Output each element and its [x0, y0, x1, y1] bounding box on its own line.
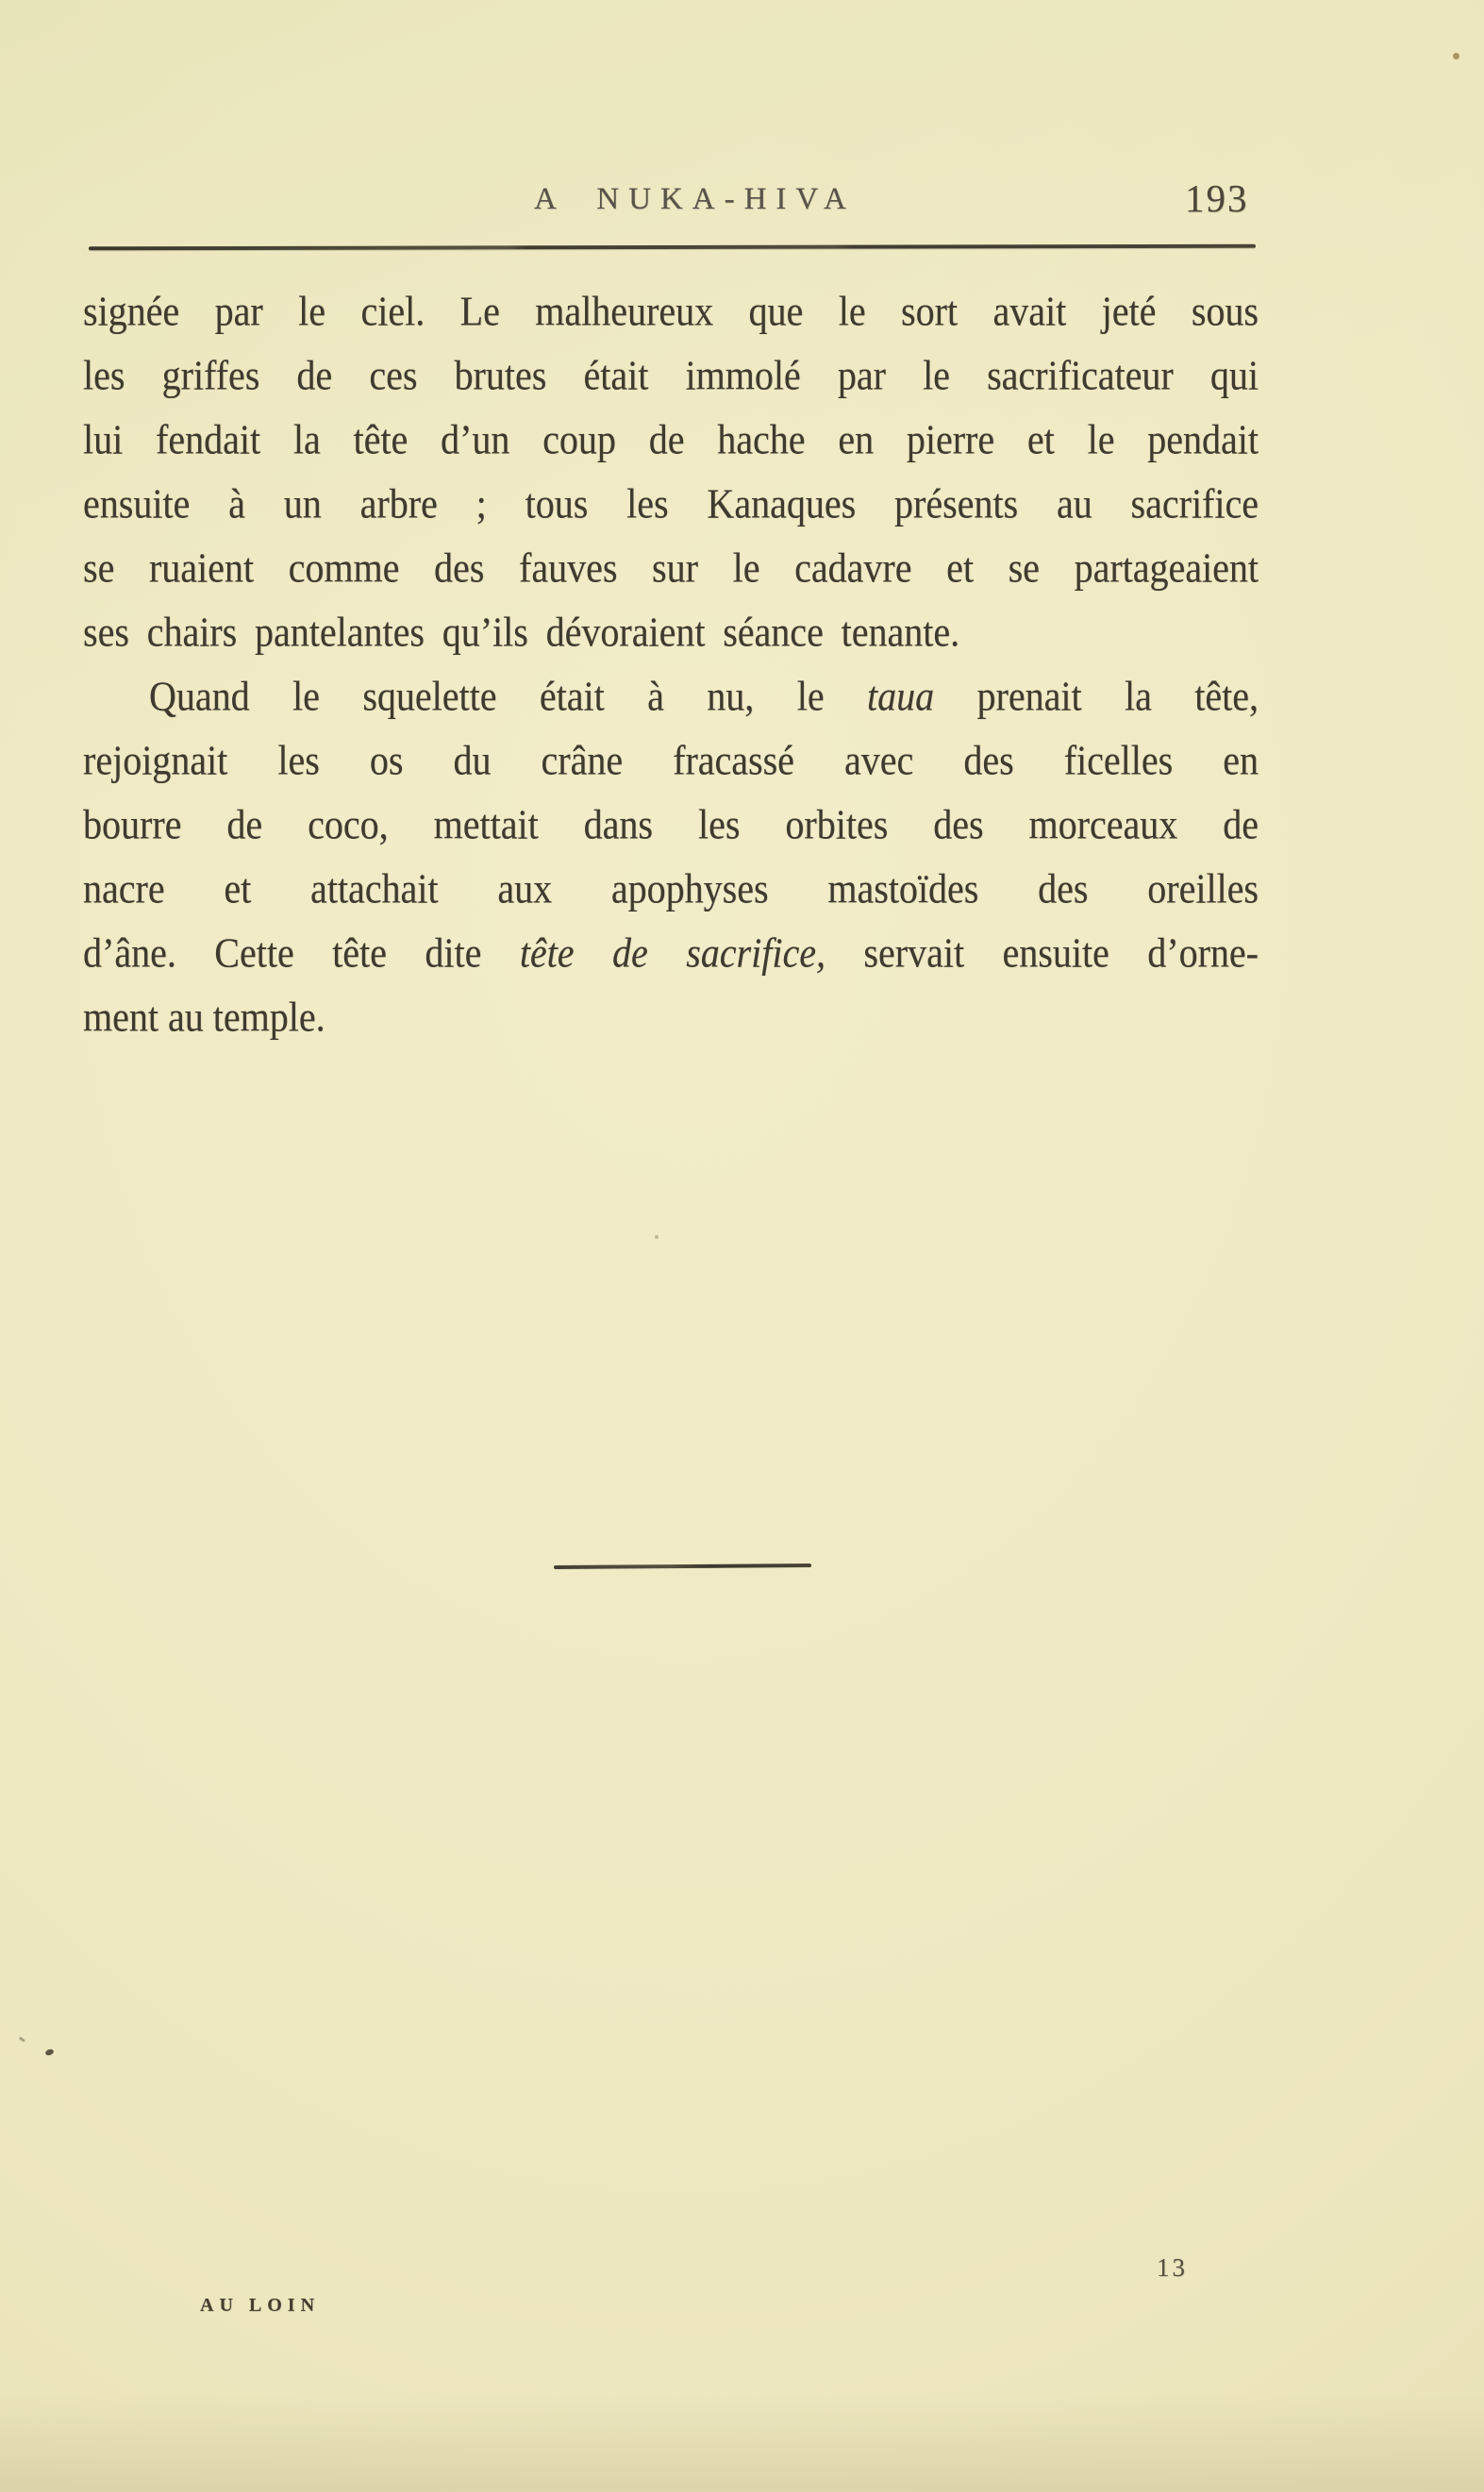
text-line: Quand le squelette était à nu, le taua prenait la tête, [149, 672, 1259, 720]
text-line: nacre et attachait aux apophyses mastoïdes des oreilles [83, 864, 1259, 912]
text-line: ment au temple. [83, 993, 325, 1041]
ink-speck [19, 2036, 25, 2042]
section-divider-rule [554, 1564, 811, 1569]
text-line: lui fendait la tête d’un coup de hache en pierre et le pendait [83, 415, 1259, 463]
ink-speck [44, 2049, 55, 2057]
body-text [83, 279, 1259, 1049]
text-line: rejoignait les os du crâne fracassé avec des ficelles en [83, 736, 1259, 784]
ink-speck [655, 1235, 659, 1239]
text-line: les griffes de ces brutes était immolé par le sacrificateur qui [83, 351, 1259, 399]
text-line: ses chairs pantelantes qu’ils dévoraient séance tenante. [83, 608, 960, 656]
text-line: signée par le ciel. Le malheureux que le sort avait jeté sous [83, 287, 1259, 335]
catchword: AU LOIN [200, 2295, 321, 2316]
signature-mark: 13 [1157, 2253, 1188, 2282]
ink-speck [1453, 53, 1459, 59]
text-line: ensuite à un arbre ; tous les Kanaques présents au sacrifice [83, 479, 1259, 527]
running-head-title: A NUKA-HIVA [534, 182, 856, 216]
text-line: d’âne. Cette tête dite tête de sacrifice, servait ensuite d’orne- [83, 928, 1259, 977]
header-rule [89, 244, 1256, 251]
text-line: se ruaient comme des fauves sur le cadavre et se partageaient [83, 544, 1259, 592]
text-line: bourre de coco, mettait dans les orbites des morceaux de [83, 800, 1259, 848]
page-number: 193 [1185, 176, 1249, 220]
